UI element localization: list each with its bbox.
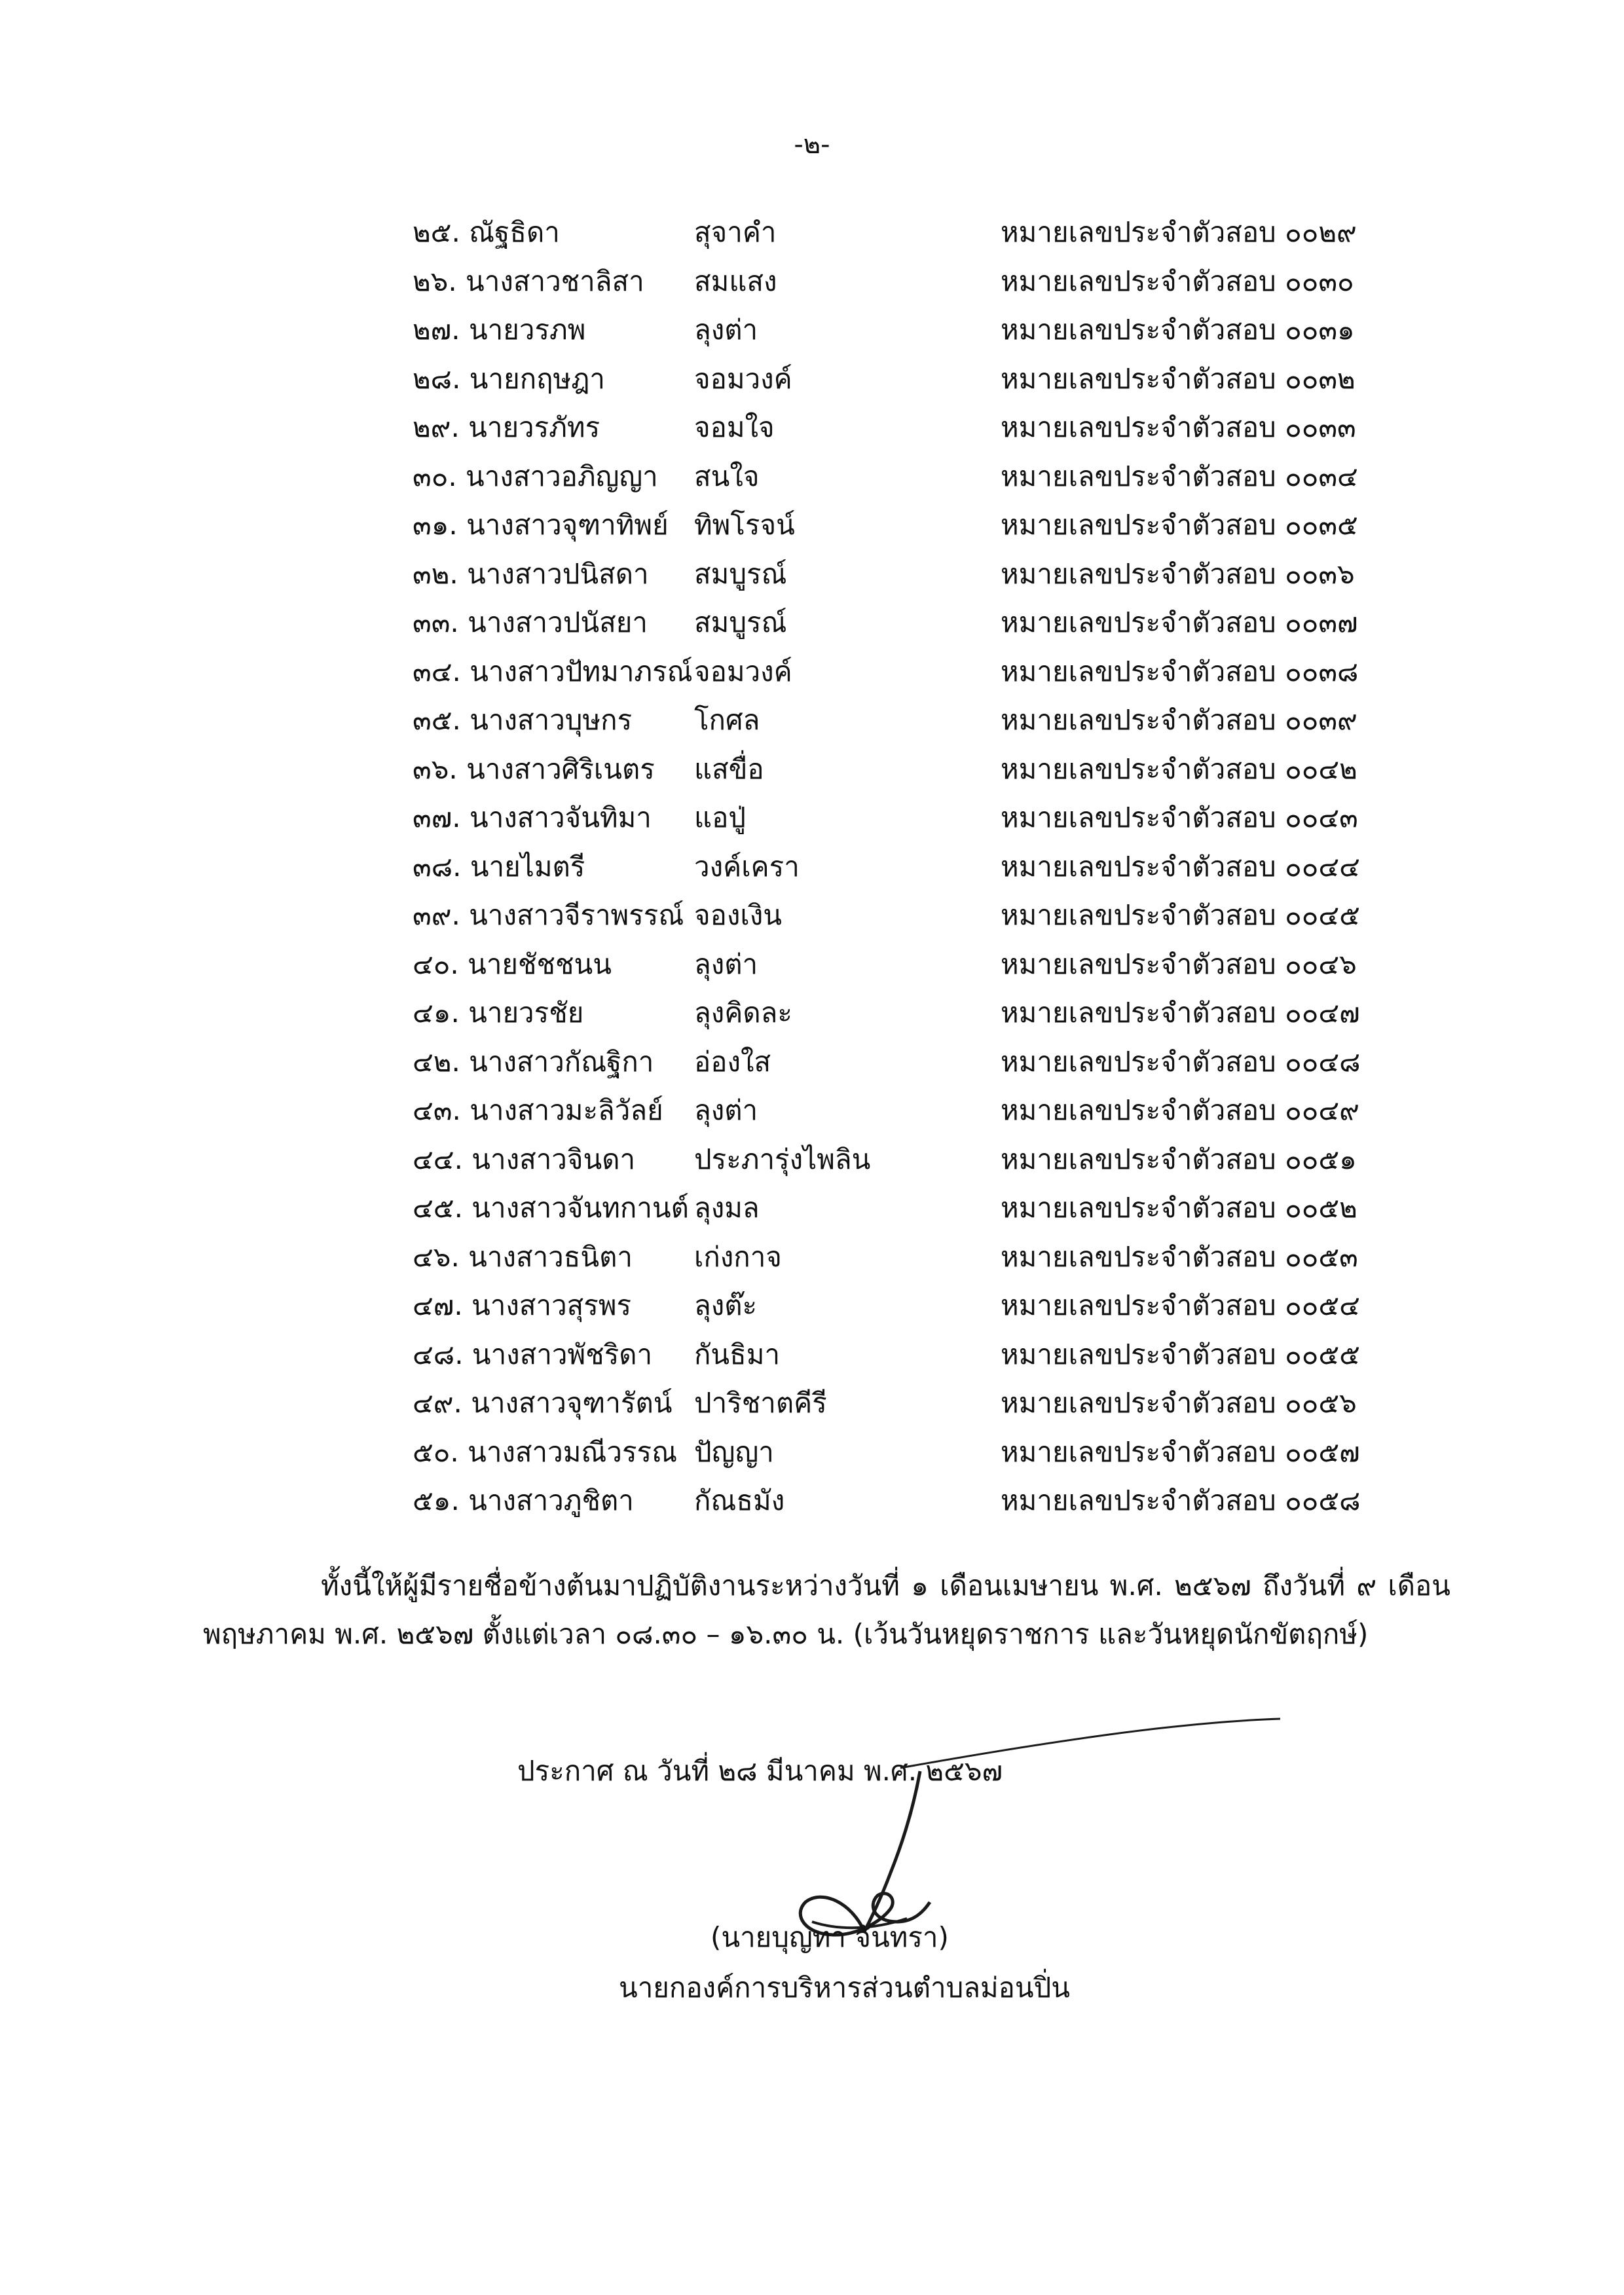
candidate-surname: จองเงิน	[694, 899, 782, 931]
exam-id: หมายเลขประจำตัวสอบ ๐๐๔๕	[1001, 899, 1360, 931]
exam-id: หมายเลขประจำตัวสอบ ๐๐๕๘	[1001, 1484, 1361, 1516]
exam-id: หมายเลขประจำตัวสอบ ๐๐๔๙	[1001, 1094, 1359, 1126]
list-item	[0, 1331, 1624, 1380]
candidate-name: ๔๔. นางสาวจินดา	[413, 1143, 636, 1175]
exam-id: หมายเลขประจำตัวสอบ ๐๐๔๒	[1001, 752, 1357, 785]
exam-id: หมายเลขประจำตัวสอบ ๐๐๕๖	[1001, 1387, 1357, 1419]
candidate-surname: ประภารุ่งไพลิน	[694, 1143, 871, 1175]
list-item	[0, 696, 1624, 745]
exam-id: หมายเลขประจำตัวสอบ ๐๐๓๘	[1001, 655, 1359, 688]
exam-id: หมายเลขประจำตัวสอบ ๐๐๔๓	[1001, 801, 1358, 834]
list-item	[0, 355, 1624, 404]
list-item	[0, 940, 1624, 989]
exam-id: หมายเลขประจำตัวสอบ ๐๐๓๒	[1001, 362, 1356, 395]
candidate-name: ๔๒. นางสาวกัณฐิกา	[413, 1045, 654, 1078]
exam-id: หมายเลขประจำตัวสอบ ๐๐๕๑	[1001, 1143, 1357, 1175]
exam-id: หมายเลขประจำตัวสอบ ๐๐๓๕	[1001, 509, 1358, 541]
list-item	[0, 1086, 1624, 1135]
exam-id: หมายเลขประจำตัวสอบ ๐๐๔๘	[1001, 1045, 1361, 1078]
list-item	[0, 257, 1624, 306]
candidate-surname: สมแสง	[694, 265, 777, 297]
candidate-surname: สุจาคำ	[694, 216, 777, 248]
candidate-name: ๓๙. นางสาวจีราพรรณ์	[413, 899, 684, 931]
list-item	[0, 1281, 1624, 1331]
candidate-name: ๒๕. ณัฐธิดา	[413, 216, 560, 248]
list-item	[0, 1477, 1624, 1526]
list-item	[0, 208, 1624, 257]
list-item	[0, 403, 1624, 452]
candidate-name: ๓๔. นางสาวปัทมาภรณ์	[413, 655, 693, 688]
candidate-surname: วงค์เครา	[694, 850, 800, 883]
candidate-surname: ลุงต่า	[694, 947, 758, 980]
candidate-surname: ลุงคิดละ	[694, 997, 792, 1029]
list-item	[0, 1038, 1624, 1087]
candidate-surname: กันธิมา	[694, 1338, 781, 1370]
exam-id: หมายเลขประจำตัวสอบ ๐๐๕๔	[1001, 1289, 1360, 1321]
candidate-surname: จอมใจ	[694, 411, 775, 443]
candidate-surname: ลุงมล	[694, 1192, 760, 1224]
candidate-name: ๓๕. นางสาวบุษกร	[413, 704, 633, 736]
candidate-name: ๔๑. นายวรชัย	[413, 997, 584, 1029]
candidate-surname: ปัญญา	[694, 1435, 774, 1468]
exam-id: หมายเลขประจำตัวสอบ ๐๐๓๙	[1001, 704, 1357, 736]
candidate-name: ๒๗. นายวรภพ	[413, 314, 586, 346]
exam-id: หมายเลขประจำตัวสอบ ๐๐๔๗	[1001, 997, 1360, 1029]
candidate-surname: ลุงต๊ะ	[694, 1289, 758, 1321]
list-item	[0, 648, 1624, 697]
candidate-surname: จอมวงค์	[694, 362, 792, 395]
candidate-name: ๓๖. นางสาวศิริเนตร	[413, 752, 655, 785]
candidate-surname: ทิพโรจน์	[694, 509, 795, 541]
announcement-date: ประกาศ ณ วันที่ ๒๘ มีนาคม พ.ศ. ๒๕๖๗	[517, 1755, 1003, 1787]
candidate-name: ๓๗. นางสาวจันทิมา	[413, 801, 652, 834]
list-item	[0, 891, 1624, 940]
candidate-name: ๔๘. นางสาวพัชริดา	[413, 1338, 653, 1370]
exam-id: หมายเลขประจำตัวสอบ ๐๐๕๗	[1001, 1435, 1360, 1468]
candidate-name: ๕๑. นางสาวภูชิตา	[413, 1484, 634, 1516]
candidate-surname: อ่องใส	[694, 1045, 771, 1078]
exam-id: หมายเลขประจำตัวสอบ ๐๐๓๗	[1001, 606, 1358, 638]
candidate-surname: ลุงต่า	[694, 1094, 758, 1126]
candidate-surname: ลุงต่า	[694, 314, 758, 346]
candidate-surname: กัณธมัง	[694, 1484, 785, 1516]
list-item	[0, 1379, 1624, 1428]
exam-id: หมายเลขประจำตัวสอบ ๐๐๒๙	[1001, 216, 1357, 248]
candidate-name: ๒๘. นายกฤษฎา	[413, 362, 606, 395]
candidate-name: ๓๒. นางสาวปนิสดา	[413, 557, 649, 590]
list-item	[0, 1135, 1624, 1184]
candidate-surname: สมบูรณ์	[694, 606, 787, 638]
list-item	[0, 306, 1624, 355]
signer-name: (นายบุญทา จันทรา)	[710, 1921, 949, 1953]
candidate-surname: เก่งกาจ	[694, 1240, 782, 1273]
exam-id: หมายเลขประจำตัวสอบ ๐๐๕๓	[1001, 1240, 1358, 1273]
list-item	[0, 794, 1624, 843]
candidate-surname: จอมวงค์	[694, 655, 792, 688]
candidate-name: ๒๙. นายวรภัทร	[413, 411, 600, 443]
exam-id: หมายเลขประจำตัวสอบ ๐๐๓๐	[1001, 265, 1354, 297]
list-item	[0, 1233, 1624, 1282]
candidate-name: ๓๐. นางสาวอภิญญา	[413, 460, 658, 492]
page-number: -๒-	[794, 130, 830, 160]
candidate-name: ๓๑. นางสาวจุฑาทิพย์	[413, 509, 669, 541]
exam-id: หมายเลขประจำตัวสอบ ๐๐๕๕	[1001, 1338, 1360, 1370]
candidate-name: ๔๕. นางสาวจันทกานต์	[413, 1192, 689, 1224]
exam-id: หมายเลขประจำตัวสอบ ๐๐๓๓	[1001, 411, 1356, 443]
signer-title: นายกองค์การบริหารส่วนตำบลม่อนปิ่น	[619, 1972, 1070, 2004]
list-item	[0, 843, 1624, 892]
list-item	[0, 598, 1624, 648]
candidate-name: ๔๐. นายชัชชนน	[413, 947, 612, 980]
list-item	[0, 1184, 1624, 1233]
work-period-paragraph: ทั้งนี้ให้ผู้มีรายชื่อข้างต้นมาปฏิบัติงานระหว่างวันที่ ๑ เดือนเมษายน พ.ศ. ๒๕๖๗ ถึงวันที่ ๙ เดือนพฤษภาคม พ.ศ. ๒๕๖๗ ตั้งแต่เวลา ๐๘.๓๐ – ๑๖.๓๐ น. (เว้นวันหยุดราชการ และวันหยุดนักขัตฤกษ์)	[203, 1570, 1450, 1650]
exam-id: หมายเลขประจำตัวสอบ ๐๐๕๒	[1001, 1192, 1357, 1224]
list-item	[0, 1428, 1624, 1477]
candidate-name: ๕๐. นางสาวมณีวรรณ	[413, 1435, 678, 1468]
candidate-name: ๓๘. นายไมตรี	[413, 850, 585, 883]
candidate-name: ๓๓. นางสาวปนัสยา	[413, 606, 648, 638]
candidate-name: ๔๖. นางสาวธนิตา	[413, 1240, 633, 1273]
candidate-surname: สมบูรณ์	[694, 557, 787, 590]
candidate-name: ๒๖. นางสาวชาลิสา	[413, 265, 644, 297]
list-item	[0, 501, 1624, 550]
candidate-surname: โกศล	[694, 704, 760, 736]
candidate-list	[0, 208, 1624, 1526]
exam-id: หมายเลขประจำตัวสอบ ๐๐๓๑	[1001, 314, 1355, 346]
candidate-name: ๔๓. นางสาวมะลิวัลย์	[413, 1094, 663, 1126]
candidate-name: ๔๗. นางสาวสุรพร	[413, 1289, 632, 1321]
list-item	[0, 452, 1624, 502]
exam-id: หมายเลขประจำตัวสอบ ๐๐๓๖	[1001, 557, 1355, 590]
candidate-surname: สนใจ	[694, 460, 760, 492]
exam-id: หมายเลขประจำตัวสอบ ๐๐๓๔	[1001, 460, 1358, 492]
candidate-surname: แอปู่	[694, 801, 746, 834]
candidate-surname: แสขื่อ	[694, 752, 764, 785]
candidate-name: ๔๙. นางสาวจุฑารัตน์	[413, 1387, 673, 1419]
exam-id: หมายเลขประจำตัวสอบ ๐๐๔๔	[1001, 850, 1360, 883]
candidate-surname: ปาริชาตคีรี	[694, 1387, 827, 1419]
exam-id: หมายเลขประจำตัวสอบ ๐๐๔๖	[1001, 947, 1357, 980]
list-item	[0, 989, 1624, 1038]
list-item	[0, 745, 1624, 794]
list-item	[0, 550, 1624, 599]
